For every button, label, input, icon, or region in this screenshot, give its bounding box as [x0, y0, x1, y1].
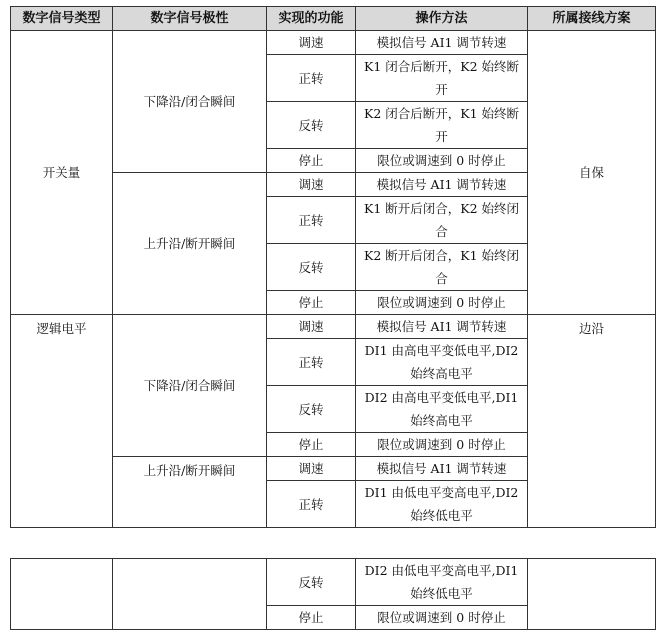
operation-cell: 限位或调速到 0 时停止	[356, 606, 528, 630]
header-wiring-scheme: 所属接线方案	[528, 7, 656, 31]
polarity-rising: 上升沿/断开瞬间	[113, 457, 267, 528]
function-cell: 反转	[267, 559, 356, 606]
function-cell: 调速	[267, 173, 356, 197]
empty-cell	[113, 559, 267, 630]
table-row	[11, 315, 656, 339]
signal-table	[10, 6, 656, 528]
operation-cell: DI1 由低电平变高电平,DI2 始终低电平	[356, 481, 528, 528]
scheme-edge: 边沿	[528, 315, 656, 528]
header-signal-type: 数字信号类型	[11, 7, 113, 31]
polarity-falling: 下降沿/闭合瞬间	[113, 315, 267, 457]
function-cell: 停止	[267, 149, 356, 173]
empty-cell	[11, 559, 113, 630]
operation-cell: 限位或调速到 0 时停止	[356, 291, 528, 315]
operation-cell: 模拟信号 AI1 调节转速	[356, 173, 528, 197]
function-cell: 停止	[267, 433, 356, 457]
function-cell: 正转	[267, 197, 356, 244]
operation-cell: 模拟信号 AI1 调节转速	[356, 315, 528, 339]
table-row	[11, 31, 656, 55]
operation-cell: DI2 由高电平变低电平,DI1 始终高电平	[356, 386, 528, 433]
operation-cell: K2 闭合后断开，K1 始终断开	[356, 102, 528, 149]
table-row	[11, 559, 656, 606]
function-cell: 停止	[267, 291, 356, 315]
signal-type-logic: 逻辑电平	[11, 315, 113, 528]
operation-cell: DI1 由高电平变低电平,DI2 始终高电平	[356, 339, 528, 386]
function-cell: 停止	[267, 606, 356, 630]
function-cell: 调速	[267, 457, 356, 481]
function-cell: 正转	[267, 481, 356, 528]
function-cell: 正转	[267, 339, 356, 386]
header-signal-polarity: 数字信号极性	[113, 7, 267, 31]
function-cell: 反转	[267, 386, 356, 433]
signal-table-continued	[10, 558, 656, 630]
header-row	[11, 7, 656, 31]
polarity-falling: 下降沿/闭合瞬间	[113, 31, 267, 173]
header-function: 实现的功能	[267, 7, 356, 31]
function-cell: 反转	[267, 244, 356, 291]
function-cell: 调速	[267, 315, 356, 339]
function-cell: 调速	[267, 31, 356, 55]
operation-cell: 模拟信号 AI1 调节转速	[356, 457, 528, 481]
operation-cell: 模拟信号 AI1 调节转速	[356, 31, 528, 55]
function-cell: 正转	[267, 55, 356, 102]
operation-cell: 限位或调速到 0 时停止	[356, 149, 528, 173]
operation-cell: K1 断开后闭合，K2 始终闭合	[356, 197, 528, 244]
function-cell: 反转	[267, 102, 356, 149]
operation-cell: DI2 由低电平变高电平,DI1 始终低电平	[356, 559, 528, 606]
header-operation: 操作方法	[356, 7, 528, 31]
polarity-rising: 上升沿/断开瞬间	[113, 173, 267, 315]
operation-cell: K1 闭合后断开，K2 始终断开	[356, 55, 528, 102]
scheme-self: 自保	[528, 31, 656, 315]
operation-cell: 限位或调速到 0 时停止	[356, 433, 528, 457]
empty-cell	[528, 559, 656, 630]
signal-type-switch: 开关量	[11, 31, 113, 315]
operation-cell: K2 断开后闭合，K1 始终闭合	[356, 244, 528, 291]
